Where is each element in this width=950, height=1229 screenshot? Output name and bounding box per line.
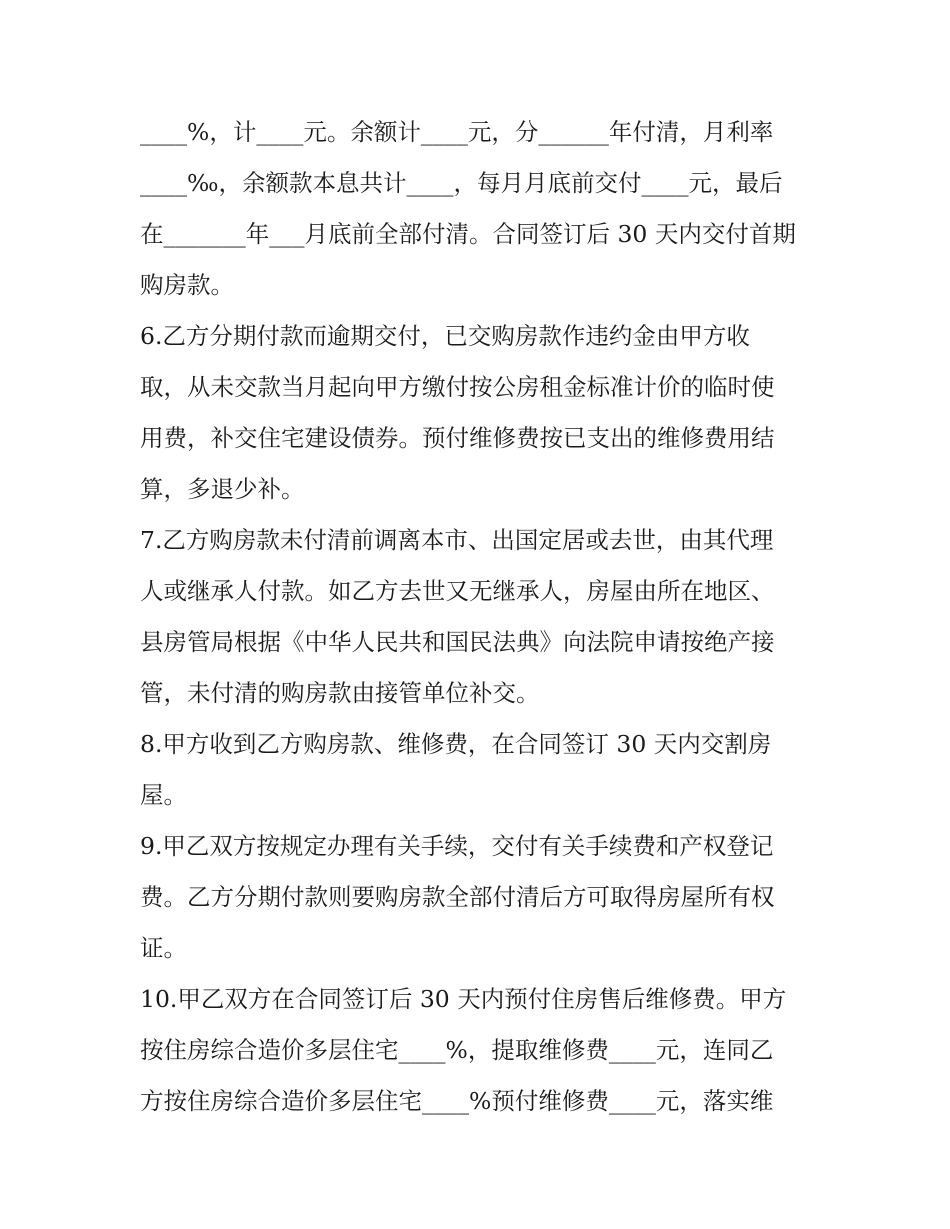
- text-line-4: 购房款。: [140, 271, 234, 299]
- clause-9-line-3: 证。: [140, 934, 187, 962]
- clause-7-line-2: 人或继承人付款。如乙方去世又无继承人，房屋由所在地区、: [140, 577, 775, 605]
- clause-9-line-2: 费。乙方分期付款则要购房款全部付清后方可取得房屋所有权: [140, 883, 775, 911]
- clause-8-line-2: 屋。: [140, 781, 187, 809]
- clause-7-line-3: 县房管局根据《中华人民共和国民法典》向法院申请按绝产接: [140, 628, 775, 656]
- clause-7-line-4: 管，未付清的购房款由接管单位补交。: [140, 679, 540, 707]
- text-line-2: ____‰，余额款本息共计____，每月月底前交付____元，最后: [140, 169, 783, 197]
- clause-9-line-1: 9.甲乙双方按规定办理有关手续，交付有关手续费和产权登记: [140, 832, 774, 860]
- clause-10-line-1: 10.甲乙双方在合同签订后 30 天内预付住房售后维修费。甲方: [140, 985, 787, 1013]
- clause-6-line-3: 用费，补交住宅建设债券。预付维修费按已支出的维修费用结: [140, 424, 775, 452]
- clause-10-line-2: 按住房综合造价多层住宅____%，提取维修费____元，连同乙: [140, 1036, 774, 1064]
- text-line-1: ____%，计____元。余额计____元，分______年付清，月利率: [140, 118, 774, 146]
- clause-7-line-1: 7.乙方购房款未付清前调离本市、出国定居或去世，由其代理: [140, 526, 774, 554]
- clause-6-line-2: 取，从未交款当月起向甲方缴付按公房租金标准计价的临时使: [140, 373, 775, 401]
- clause-6-line-1: 6.乙方分期付款而逾期交付，已交购房款作违约金由甲方收: [140, 322, 750, 350]
- clause-6-line-4: 算，多退少补。: [140, 475, 305, 503]
- clause-8-line-1: 8.甲方收到乙方购房款、维修费，在合同签订 30 天内交割房: [140, 730, 772, 758]
- text-line-3: 在_______年___月底前全部付清。合同签订后 30 天内交付首期: [140, 220, 796, 248]
- clause-10-line-3: 方按住房综合造价多层住宅____%预付维修费____元，落实维: [140, 1087, 774, 1115]
- document-body: [140, 107, 820, 1127]
